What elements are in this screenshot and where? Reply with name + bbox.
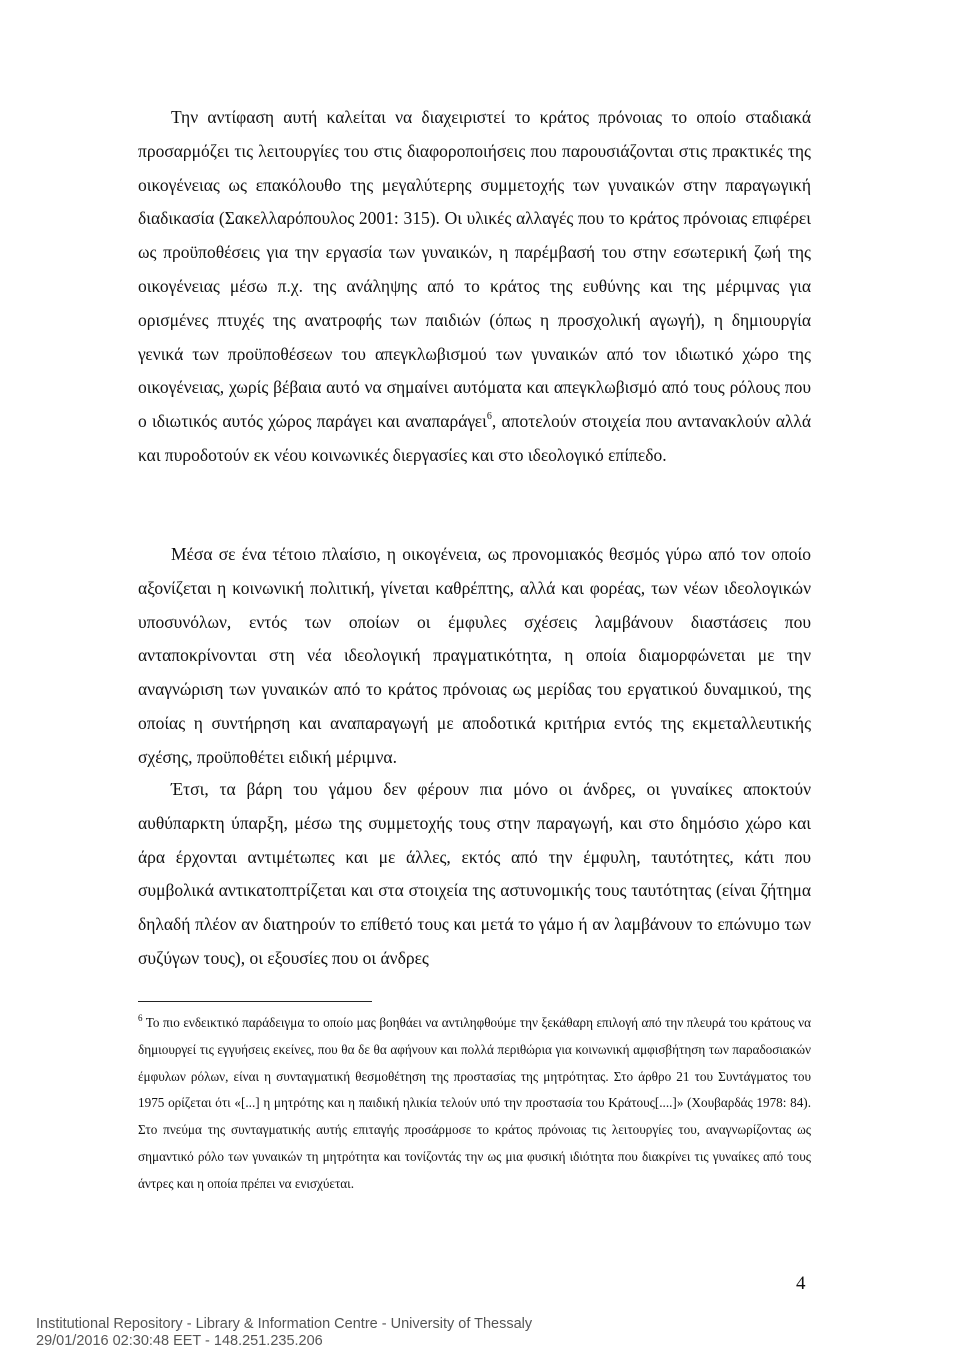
page-number: 4 bbox=[796, 1273, 806, 1294]
paragraph-1-text: Την αντίφαση αυτή καλείται να διαχειριστεί το κράτος πρόνοιας το οποίο σταδιακά προσαρμόζει τις λειτουργίες του στις διαφοροποιήσεις που παρουσιάζονται στις πρακτικές της οικογένειας ως επακόλουθο της μεγαλύτερης συμμετοχής των γυναικών στην παραγωγική διαδικασία (Σακελλαρόπουλος 2001: 315). Οι υλικές αλλαγές που το κράτος πρόνοιας επιφέρει ως προϋποθέσεις για την εργασία των γυναικών, η παρέμβασή του στην εσωτερική ζωή της οικογένειας μέσω π.χ. της ανάληψης από το κράτος της ευθύνης και της μέριμνας για ορισμένες πτυχές της ανατροφής των παιδιών (όπως η προσχολική αγωγή), η δημιουργία γενικά των προϋποθέσεων του απεγκλωβισμού των γυναικών από τον ιδιωτικό χώρο της οικογένειας, χωρίς βέβαια αυτό να σημαίνει αυτόματα και απεγκλωβισμό από τους ρόλους που ο ιδιωτικός αυτός χώρος παράγει και αναπαράγει bbox=[138, 107, 811, 432]
body-paragraph-1 bbox=[138, 101, 811, 473]
footnote-separator bbox=[138, 1001, 372, 1002]
paragraph-1-text-tail: , αποτελούν στοιχεία που αντανακλούν αλλά και πυροδοτούν εκ νέου κοινωνικές διεργασίες και στο ιδεολογικό επίπεδο. bbox=[138, 411, 812, 465]
repository-source: Institutional Repository - Library & Information Centre - University of Thessaly bbox=[36, 1316, 533, 1332]
repository-timestamp: 29/01/2016 02:30:48 EET - 148.251.235.206 bbox=[36, 1333, 323, 1349]
repository-watermark bbox=[36, 1316, 532, 1350]
footnote-text: Το πιο ενδεικτικό παράδειγμα το οποίο μας βοηθάει να αντιληφθούμε την ξεκάθαρη επιλογή από την πλευρά του κράτους να δημιουργεί τις εγγυήσεις εκείνες, που θα δε θα αφήνουν και πολλά περιθώρια για κοινωνική αμφισβήτηση των παραδοσιακών έμφυλων ρόλων, είναι η συνταγματική θεσμοθέτηση της προστασίας της μητρότητας. Στο άρθρο 21 του Συντάγματος του 1975 ορίζεται ότι «[...] η μητρότης και η παιδική ηλικία τελούν υπό την προστασία του Κράτους[....]» (Χουβαρδάς 1978: 84). Στο πνεύμα της συνταγματικής αυτής επιταγής προσάρμοσε το κράτος πρόνοιας τις λειτουργίες του, αναγνωρίζοντας ως σημαντικό ρόλο των γυναικών τη μητρότητα και τονίζοντάς την ως μια φυσική ιδιότητα που διακρίνει τις γυναίκες από τους άντρες και η οποία πρέπει να ενισχύεται. bbox=[138, 1015, 811, 1191]
footnote-reference-6[interactable]: 6 bbox=[486, 411, 492, 423]
footnote-marker: 6 bbox=[138, 1013, 143, 1023]
body-paragraph-3: Έτσι, τα βάρη του γάμου δεν φέρουν πια μόνο οι άνδρες, οι γυναίκες αποκτούν αυθύπαρκτη ύπαρξη, μέσω της συμμετοχής τους στην παραγωγή, και στο δημόσιο χώρο και άρα έρχονται αντιμέτωπες και με άλλες, εκτός από την έμφυλη, ταυτότητες, κάτι που συμβολικά αντικατοπτρίζεται και στα στοιχεία της αστυνομικής τους ταυτότητας (είναι ζήτημα δηλαδή πλέον αν διατηρούν το επίθετό τους και μετά το γάμο ή αν λαμβάνουν το επώνυμο των συζύγων τους), οι εξουσίες που οι άνδρες bbox=[138, 779, 811, 968]
footnote-6 bbox=[138, 1010, 811, 1198]
body-paragraph-2: Μέσα σε ένα τέτοιο πλαίσιο, η οικογένεια, ως προνομιακός θεσμός γύρω από τον οποίο αξονίζεται η κοινωνική πολιτική, γίνεται καθρέπτης, αλλά και φορέας, των νέων ιδεολογικών υποσυνόλων, εντός των οποίων οι έμφυλες σχέσεις λαμβάνουν διαστάσεις που ανταποκρίνονται στη νέα ιδεολογική πραγματικότητα, η οποία διαμορφώνεται με την αναγνώριση των γυναικών από το κράτος πρόνοιας ως μερίδας του εργατικού δυναμικού, της οποίας η συντήρηση και αναπαραγωγή με αποδοτικά κριτήρια εντός της εκμεταλλευτικής σχέσης, προϋποθέτει ειδική μέριμνα. bbox=[138, 544, 811, 767]
